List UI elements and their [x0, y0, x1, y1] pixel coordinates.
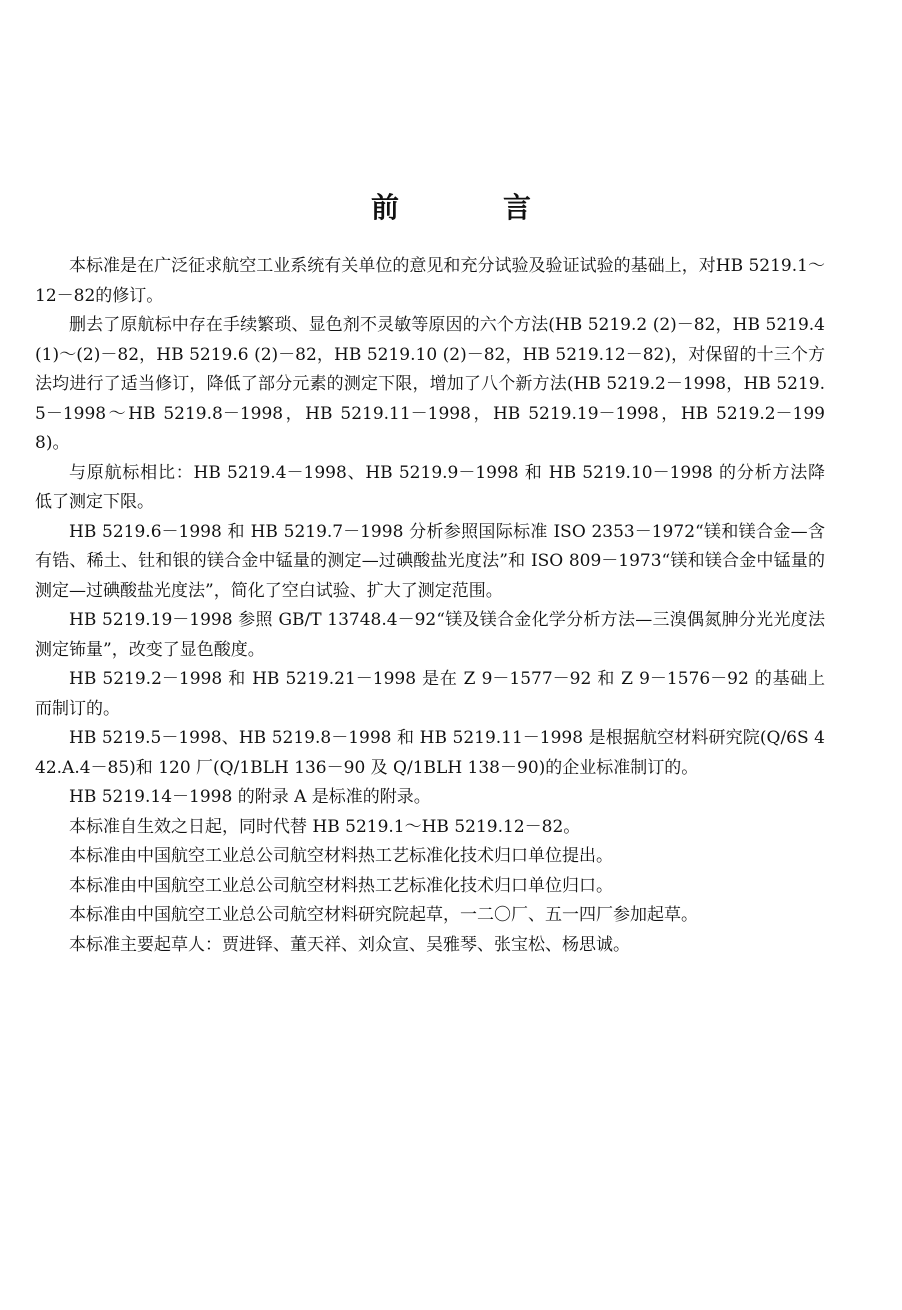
paragraph-administered-by: 本标准由中国航空工业总公司航空材料热工艺标准化技术归口单位归口。 — [69, 875, 613, 896]
paragraph-gb-reference: HB 5219.19－1998 参照 GB/T 13748.4－92“镁及镁合金化学分析方法—三溴偶氮胂分光光度法测定钸量”，改变了显色酸度。 — [35, 610, 825, 660]
paragraph-comparison: 与原航标相比：HB 5219.4－1998、HB 5219.9－1998 和 HB 5219.10－1998 的分析方法降低了测定下限。 — [35, 462, 825, 512]
paragraph-main-drafters: 本标准主要起草人：贾进铎、董天祥、刘众宣、吴雅琴、张宝松、杨思诚。 — [69, 934, 630, 955]
page-title: 前 言 — [370, 191, 569, 224]
paragraph-supersedes: 本标准自生效之日起，同时代替 HB 5219.1～HB 5219.12－82。 — [69, 816, 581, 837]
paragraph-revision-basis: 本标准是在广泛征求航空工业系统有关单位的意见和充分试验及验证试验的基础上，对HB 5219.1～12－82的修订。 — [35, 256, 825, 306]
paragraph-iso-reference: HB 5219.6－1998 和 HB 5219.7－1998 分析参照国际标准 ISO 2353－1972“镁和镁合金—含有锆、稀土、钍和银的镁合金中锰量的测定—过碘酸盐光度法”和 ISO 809－1973“镁和镁合金中锰量的测定—过碘酸盐光度法”，简化了空白试验、扩大了测定范围。 — [35, 521, 825, 601]
foreword-body — [35, 252, 825, 960]
paragraph-enterprise-standards: HB 5219.5－1998、HB 5219.8－1998 和 HB 5219.11－1998 是根据航空材料研究院(Q/6S 442.A.4－85)和 120 厂(Q/1BLH 136－90 及 Q/1BLH 138－90)的企业标准制订的。 — [35, 728, 825, 778]
paragraph-appendix: HB 5219.14－1998 的附录 A 是标准的附录。 — [69, 787, 431, 807]
paragraph-deleted-methods: 删去了原航标中存在手续繁琐、显色剂不灵敏等原因的六个方法(HB 5219.2 (2)－82，HB 5219.4 (1)～(2)－82，HB 5219.6 (2)－82，HB 5219.10 (2)－82，HB 5219.12－82)，对保留的十三个方法均进行了适当修订，降低了部分元素的测定下限，增加了八个新方法(HB 5219.2－1998，HB 5219.5－1998～HB 5219.8－1998，HB 5219.11－1998，HB 5219.19－1998，HB 5219.2－1998)。 — [35, 315, 825, 453]
paragraph-proposed-by: 本标准由中国航空工业总公司航空材料热工艺标准化技术归口单位提出。 — [69, 846, 613, 866]
paragraph-z9-basis: HB 5219.2－1998 和 HB 5219.21－1998 是在 Z 9－1577－92 和 Z 9－1576－92 的基础上而制订的。 — [35, 669, 825, 719]
paragraph-drafted-by: 本标准由中国航空工业总公司航空材料研究院起草，一二〇厂、五一四厂参加起草。 — [69, 905, 698, 925]
